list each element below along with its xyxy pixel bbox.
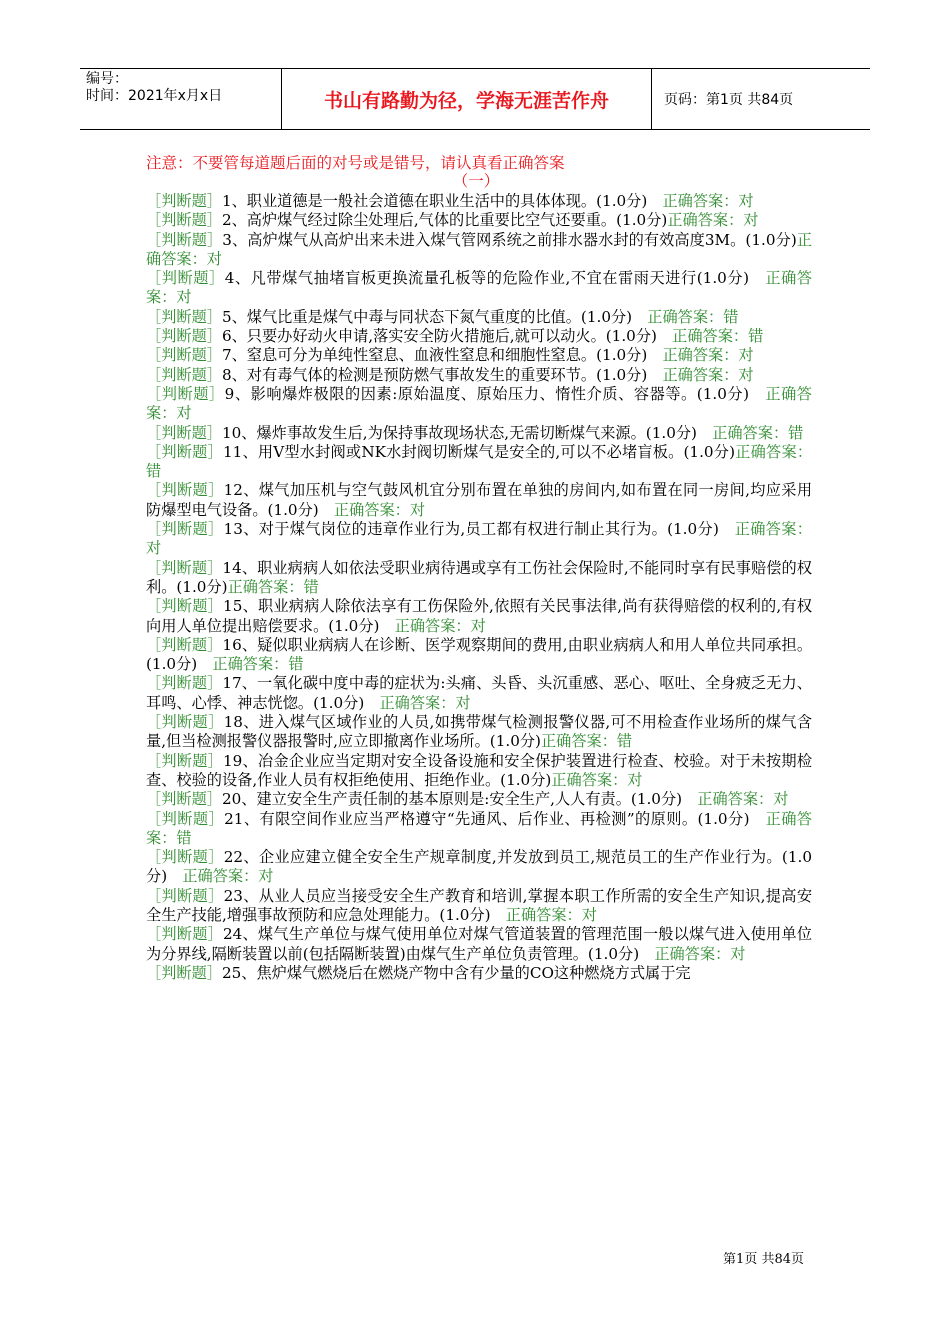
question-item	[146, 925, 812, 964]
question-type-tag: ［判断题］	[146, 423, 222, 442]
question-text: 9、影响爆炸极限的因素:原始温度、原始压力、惰性介质、容器等。(1.0分)	[224, 384, 766, 403]
question-text: 13、对于煤气岗位的违章作业行为,员工都有权进行制止其行为。(1.0分)	[223, 520, 735, 539]
correct-answer: 正确答案：错	[647, 307, 739, 326]
question-type-tag: ［判断题］	[146, 809, 225, 828]
question-item	[146, 674, 812, 713]
question-item	[146, 964, 812, 983]
question-type-tag: ［判断题］	[146, 269, 225, 288]
question-text: 25、焦炉煤气燃烧后在燃烧产物中含有少量的CO这种燃烧方式属于完	[221, 963, 691, 982]
page-footer: 第1页 共84页	[723, 1252, 804, 1267]
question-type-tag: ［判断题］	[146, 327, 222, 346]
question-item	[146, 385, 812, 424]
question-text: 15、职业病病人除依法享有工伤保险外,依照有关民事法律,尚有获得赔偿的权利的,有权向用人单位提出赔偿要求。(1.0分)	[146, 597, 813, 635]
question-type-tag: ［判断题］	[146, 442, 223, 461]
correct-answer: 正确答案：对	[146, 269, 813, 307]
question-item	[146, 887, 812, 926]
question-text: 16、疑似职业病病人在诊断、医学观察期间的费用,由职业病病人和用人单位共同承担。(1.0分)	[146, 635, 813, 674]
correct-answer: 正确答案：对	[379, 693, 471, 712]
correct-answer: 正确答案：对	[394, 616, 486, 635]
question-type-tag: ［判断题］	[146, 481, 224, 500]
question-item	[146, 481, 812, 520]
correct-answer: 正确答案：对	[662, 192, 754, 210]
question-text: 24、煤气生产单位与煤气使用单位对煤气管道装置的管理范围一般以煤气进入使用单位为分界线,隔断装置以前(包括隔断装置)由煤气生产单位负责管理。(1.0分)	[146, 925, 813, 963]
question-text: 19、冶金企业应当定期对安全设备设施和安全保护装置进行检查、校验。对于未按期检查、校验的设备,作业人员有权拒绝使用、拒绝作业。(1.0分)	[146, 751, 813, 789]
question-type-tag: ［判断题］	[146, 635, 223, 654]
question-item	[146, 810, 812, 849]
question-text: 1、职业道德是一般社会道德在职业生活中的具体体现。(1.0分)	[221, 192, 663, 210]
question-text: 12、煤气加压机与空气鼓风机宜分别布置在单独的房间内,如布置在同一房间,均应采用防爆型电气设备。(1.0分)	[146, 481, 813, 519]
correct-answer: 正确答案：对	[333, 500, 426, 519]
question-type-tag: ［判断题］	[146, 230, 223, 249]
question-list	[146, 192, 812, 983]
correct-answer: 正确答案：对	[697, 790, 789, 809]
correct-answer: 正确答案：对	[667, 211, 759, 230]
question-type-tag: ［判断题］	[146, 307, 222, 326]
question-item	[146, 269, 812, 308]
question-text: 14、职业病病人如依法受职业病待遇或享有工伤社会保险时,不能同时享有民事赔偿的权利。(1.0分)	[146, 558, 813, 596]
header-motto: 书山有路勤为径，学海无涯苦作舟	[282, 69, 652, 129]
correct-answer: 正确答案：对	[182, 867, 274, 886]
question-type-tag: ［判断题］	[146, 751, 223, 770]
question-item	[146, 366, 812, 385]
question-item	[146, 424, 812, 443]
question-item	[146, 520, 812, 559]
question-type-tag: ［判断题］	[146, 558, 223, 577]
correct-answer: 正确答案：对	[551, 770, 643, 789]
correct-answer: 正确答案：对	[654, 944, 746, 963]
correct-answer: 正确答案：错	[227, 577, 319, 596]
question-text: 22、企业应建立健全安全生产规章制度,并发放到员工,规范员工的生产作业行为。(1.0分)	[146, 848, 813, 886]
question-item	[146, 597, 812, 636]
question-item	[146, 713, 812, 752]
question-type-tag: ［判断题］	[146, 886, 224, 905]
question-type-tag: ［判断题］	[146, 925, 223, 944]
question-text: 18、进入煤气区域作业的人员,如携带煤气检测报警仪器,可不用检查作业场所的煤气含量,但当检测报警仪器报警时,应立即撤离作业场所。(1.0分)	[146, 713, 813, 751]
question-item	[146, 192, 812, 211]
correct-answer: 正确答案：对	[662, 346, 754, 365]
question-text: 3、高炉煤气从高炉出来未进入煤气管网系统之前排水器水封的有效高度3M。(1.0分)	[222, 230, 797, 249]
question-item	[146, 752, 812, 791]
question-type-tag: ［判断题］	[146, 384, 225, 403]
question-text: 21、有限空间作业应当严格遵守“先通风、后作业、再检测”的原则。(1.0分)	[224, 809, 766, 828]
question-item	[146, 308, 812, 327]
question-type-tag: ［判断题］	[146, 346, 222, 365]
question-text: 2、高炉煤气经过除尘处理后,气体的比重要比空气还要重。(1.0分)	[221, 211, 668, 230]
correct-answer: 正确答案：对	[146, 520, 812, 558]
question-item	[146, 848, 812, 887]
question-text: 17、一氧化碳中度中毒的症状为:头痛、头昏、头沉重感、恶心、呕吐、全身疲乏无力、耳鸣、心悸、神志恍惚。(1.0分)	[146, 674, 812, 712]
correct-answer: 正确答案：错	[712, 423, 804, 442]
question-text: 23、从业人员应当接受安全生产教育和培训,掌握本职工作所需的安全生产知识,提高安全生产技能,增强事故预防和应急处理能力。(1.0分)	[146, 886, 813, 924]
question-item	[146, 211, 812, 230]
question-item	[146, 443, 812, 482]
question-item	[146, 790, 812, 809]
question-text: 5、煤气比重是煤气中毒与同状态下氮气重度的比值。(1.0分)	[221, 307, 648, 326]
header-page-info: 页码：第1页 共84页	[664, 92, 794, 108]
question-type-tag: ［判断题］	[146, 790, 222, 809]
document-time-label: 时间：2021年x月x日	[86, 88, 223, 104]
question-item	[146, 346, 812, 365]
question-text: 20、建立安全生产责任制的基本原则是:安全生产,人人有责。(1.0分)	[221, 790, 698, 809]
question-text: 11、用V型水封阀或NK水封阀切断煤气是安全的,可以不必堵盲板。(1.0分)	[222, 442, 736, 461]
correct-answer: 正确答案：对	[505, 905, 597, 924]
question-text: 6、只要办好动火申请,落实安全防火措施后,就可以动火。(1.0分)	[221, 327, 673, 346]
question-text: 10、爆炸事故发生后,为保持事故现场状态,无需切断煤气来源。(1.0分)	[221, 423, 713, 442]
section-title: （一）	[452, 172, 500, 190]
question-item	[146, 327, 812, 346]
correct-answer: 正确答案：错	[672, 327, 764, 346]
question-type-tag: ［判断题］	[146, 963, 222, 982]
question-text: 8、对有毒气体的检测是预防燃气事故发生的重要环节。(1.0分)	[221, 365, 663, 384]
page-header	[80, 68, 870, 130]
document-number-label: 编号：	[86, 71, 128, 87]
correct-answer: 正确答案：对	[146, 230, 813, 268]
correct-answer: 正确答案：对	[146, 384, 812, 423]
question-type-tag: ［判断题］	[146, 520, 224, 539]
header-meta	[80, 69, 282, 129]
question-type-tag: ［判断题］	[146, 365, 222, 384]
correct-answer: 正确答案：错	[146, 809, 813, 847]
question-item	[146, 231, 812, 270]
question-type-tag: ［判断题］	[146, 597, 224, 616]
question-type-tag: ［判断题］	[146, 713, 224, 732]
question-type-tag: ［判断题］	[146, 192, 222, 210]
correct-answer: 正确答案：错	[212, 655, 304, 674]
correct-answer: 正确答案：错	[540, 732, 633, 751]
question-item	[146, 559, 812, 598]
question-type-tag: ［判断题］	[146, 848, 224, 867]
question-text: 7、窒息可分为单纯性窒息、血液性窒息和细胞性窒息。(1.0分)	[221, 346, 663, 365]
question-type-tag: ［判断题］	[146, 211, 222, 230]
question-item	[146, 636, 812, 675]
correct-answer: 正确答案：错	[146, 442, 813, 481]
correct-answer: 正确答案：对	[662, 365, 754, 384]
notice-text: 注意：不要管每道题后面的对号或是错号，请认真看正确答案	[146, 154, 565, 172]
question-type-tag: ［判断题］	[146, 674, 223, 693]
question-text: 4、凡带煤气抽堵盲板更换流量孔板等的危险作业,不宜在雷雨天进行(1.0分)	[224, 269, 766, 288]
